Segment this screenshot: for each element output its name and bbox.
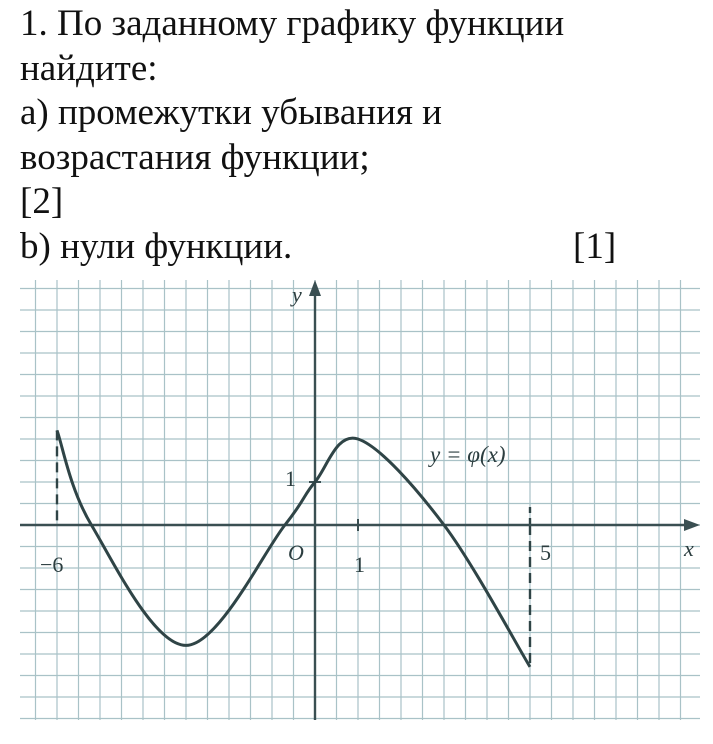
task-line-4: возрастания функции; (20, 136, 370, 178)
task-line-6 (20, 225, 700, 270)
tick-label-y-1: 1 (285, 466, 296, 491)
task-part-b: b) нули функции. (20, 225, 293, 267)
task-line-1: 1. По заданному графику функции (20, 3, 565, 44)
grid (20, 280, 700, 720)
axis-y-label: y (292, 282, 302, 307)
task-line-2: найдите: (20, 47, 158, 89)
x-axis-arrow (684, 519, 700, 531)
graph-labels (40, 282, 694, 577)
tick-label-x-neg6: −6 (40, 552, 64, 577)
tick-label-x-5: 5 (540, 540, 551, 565)
tick-label-x-1: 1 (354, 552, 365, 577)
function-label: y = φ(x) (430, 442, 506, 467)
task-text (20, 2, 700, 269)
function-graph (20, 280, 700, 720)
task-line-3: а) промежутки убывания и (20, 92, 442, 133)
axis-x-label: x (684, 536, 694, 561)
task-mark-b: [1] (573, 225, 617, 267)
task-mark-a: [2] (20, 181, 64, 222)
origin-label: O (288, 540, 304, 565)
